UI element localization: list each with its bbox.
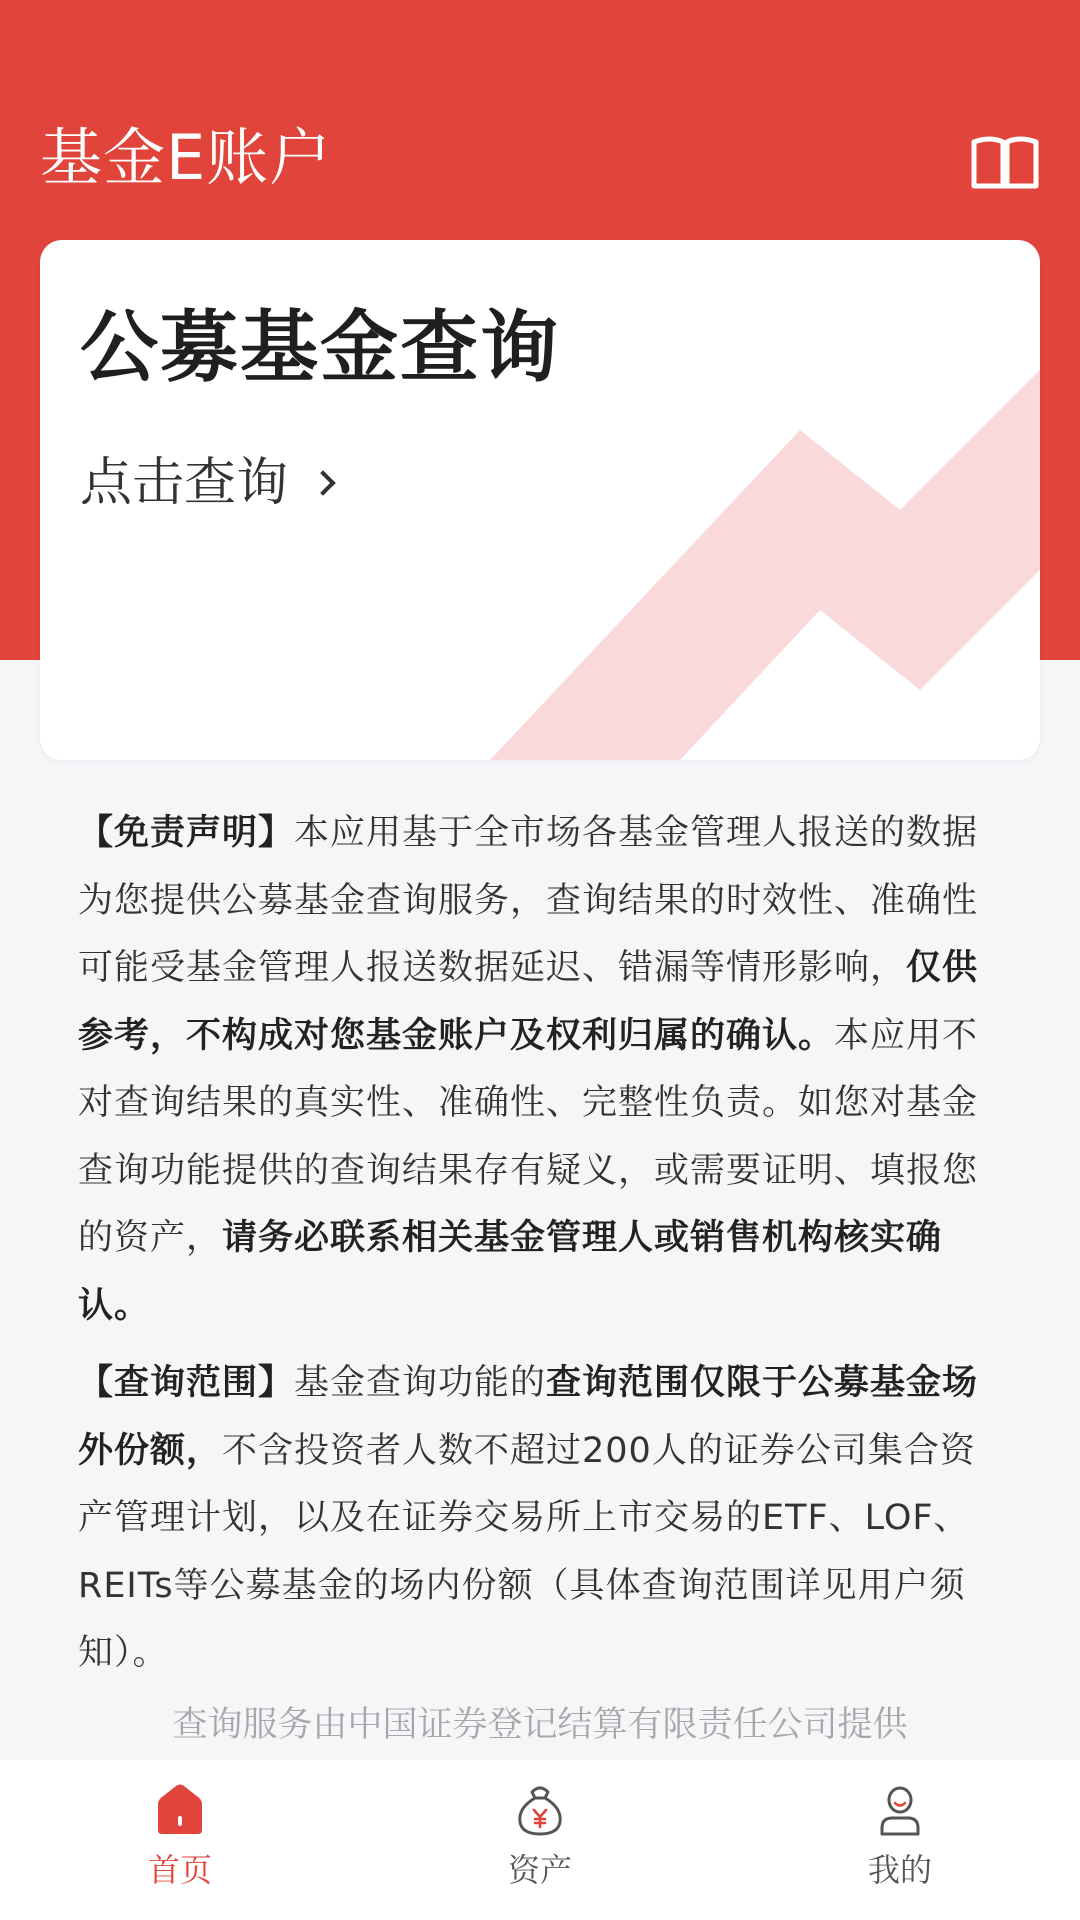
card-title: 公募基金查询	[80, 303, 561, 393]
page-title: 基金E账户	[40, 121, 333, 194]
tab-home[interactable]	[0, 1760, 360, 1920]
disclaimer-bold-1: 仅供参考，不构成对您基金账户及权利归属的确认。	[78, 948, 979, 1056]
scope-text-2: 不含投资者人数不超过200人的证券公司集合资产管理计划，以及在证券交易所上市交易的ETF、LOF、REITs等公募基金的场内份额（具体查询范围详见用户须知）。	[78, 1430, 976, 1673]
scope-bold-1: 查询范围仅限于公募基金场外份额，	[78, 1363, 979, 1471]
tab-mine[interactable]	[720, 1760, 1080, 1920]
scope-paragraph	[78, 1350, 1008, 1688]
home-icon	[150, 1780, 210, 1840]
notes-section	[78, 800, 1008, 1698]
disclaimer-bold-2: 请务必联系相关基金管理人或销售机构核实确认。	[78, 1218, 943, 1326]
tab-assets-label: 资产	[507, 1851, 572, 1889]
disclaimer-heading: 【免责声明】	[78, 813, 295, 853]
scope-heading: 【查询范围】	[78, 1363, 295, 1403]
fund-query-card[interactable]	[40, 240, 1040, 760]
tab-assets[interactable]	[360, 1760, 720, 1920]
bottom-tab-bar	[0, 1760, 1080, 1920]
disclaimer-paragraph	[78, 800, 1008, 1340]
provider-note: 查询服务由中国证券登记结算有限责任公司提供	[172, 1705, 908, 1745]
disclaimer-text-1: 本应用基于全市场各基金管理人报送的数据为您提供公募基金查询服务，查询结果的时效性、准确性可能受基金管理人报送数据延迟、错漏等情形影响，	[78, 813, 979, 988]
query-link-label: 点击查询	[80, 453, 289, 513]
scope-text-1: 基金查询功能的	[294, 1363, 547, 1403]
disclaimer-text-2: 本应用不对查询结果的真实性、准确性、完整性负责。如您对基金查询功能提供的查询结果存有疑义，或需要证明、填报您的资产，	[78, 1015, 979, 1258]
user-icon	[870, 1780, 930, 1840]
book-icon[interactable]	[970, 134, 1040, 194]
money-bag-icon	[510, 1780, 570, 1840]
tab-home-label: 首页	[147, 1851, 212, 1889]
query-link[interactable]	[80, 448, 332, 518]
chevron-right-icon	[310, 470, 335, 495]
tab-mine-label: 我的	[867, 1851, 932, 1889]
